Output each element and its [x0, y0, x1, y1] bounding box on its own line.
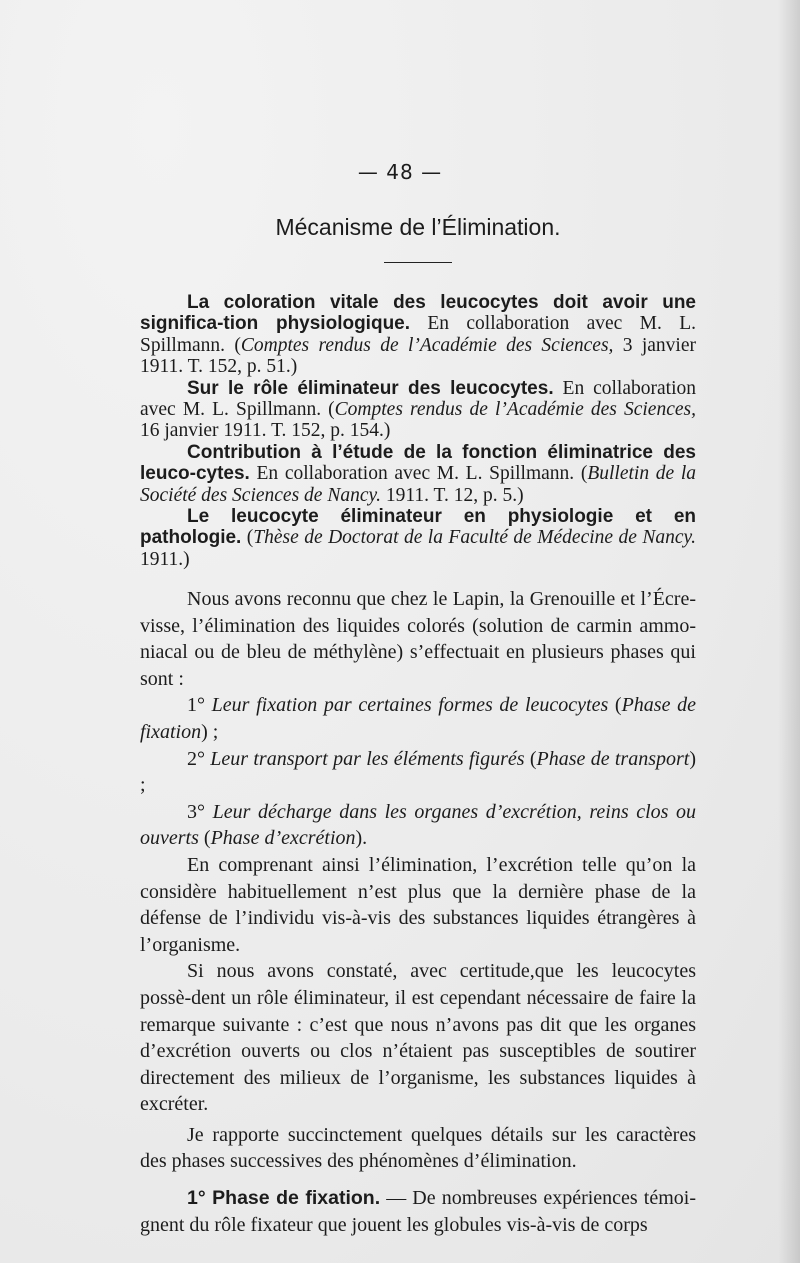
reference-source: Thèse de Doctorat de la Faculté de Médecine de Nancy.	[253, 527, 696, 549]
reference-list	[140, 292, 696, 570]
reference-title: La coloration vitale des leucocytes doit avoir une significa-tion physiologique.	[140, 292, 696, 335]
reference-item	[140, 442, 696, 506]
reference-source: Bulletin de la Société des Sciences de Nancy.	[140, 463, 697, 506]
phase-number: 2°	[187, 747, 211, 770]
reference-text: En collaboration avec M. L. Spillmann. (	[249, 463, 588, 485]
phase-description: Leur transport par les éléments figurés	[210, 747, 525, 770]
paragraph: Si nous avons constaté, avec certitude,que les leucocytes possè-dent un rôle éliminateur, il est cependant nécessaire de faire la remarque suivante : c’est que nous n’avons pas dit que les organes d’excrétion ouverts ou clos n’étaient pas susceptibles de soutirer directement des milieux de l’organisme, les substances liquides à excréter.	[140, 960, 696, 1116]
reference-text: En collaboration avec M. L. Spillmann. (	[140, 313, 696, 356]
phase-item	[140, 799, 696, 852]
phase-name: Phase de transport	[536, 747, 690, 770]
title-rule	[384, 262, 452, 263]
reference-source: Comptes rendus de l’Académie des Sciences,	[240, 334, 614, 356]
phase-punct: (	[524, 747, 537, 770]
section-title: Mécanisme de l’Élimination.	[275, 214, 561, 240]
paragraph-intro: Nous avons reconnu que chez le Lapin, la Grenouille et l’Écre-visse, l’élimination des liquides colorés (solution de carmin ammo-niacal ou de bleu de méthylène) s’effectuait en plusieurs phases qui sont :	[140, 588, 696, 690]
reference-item	[140, 506, 696, 570]
reference-date: 1911. T. 12, p. 5.)	[380, 484, 524, 506]
reference-item	[140, 378, 696, 442]
phase-punct: ).	[355, 827, 368, 850]
subsection-heading: 1° Phase de fixation.	[187, 1187, 381, 1210]
phase-item	[140, 692, 696, 745]
reference-text: En collaboration avec M. L. Spillmann. (	[140, 377, 696, 421]
paragraph: Je rapporte succinctement quelques détails sur les caractères des phases successives des phénomènes d’élimination.	[140, 1123, 696, 1173]
reference-text: (	[241, 527, 254, 549]
phase-name: Phase de fixation	[140, 694, 696, 743]
phase-number: 3°	[187, 800, 213, 823]
paragraph: En comprenant ainsi l’élimination, l’excrétion telle qu’on la considère habituellement n’est plus que la dernière phase de la défense de l’individu vis-à-vis des substances liquides étrangères à l’organisme.	[140, 853, 696, 956]
phase-description: Leur fixation par certaines formes de leucocytes	[211, 694, 609, 717]
reference-title: Le leucocyte éliminateur en physiologie et en pathologie.	[140, 506, 696, 549]
reference-title: Contribution à l’étude de la fonction éliminatrice des leuco-cytes.	[140, 441, 696, 485]
paragraph-phase-fixation	[140, 1185, 696, 1238]
reference-source: Comptes rendus de l’Académie des Sciences,	[334, 399, 696, 421]
reference-item	[140, 292, 696, 378]
page-edge-shadow	[778, 0, 800, 1263]
phase-punct: ) ;	[201, 720, 219, 743]
phase-number: 1°	[187, 694, 212, 717]
phase-name: Phase d’excrétion	[210, 827, 356, 850]
reference-date: 3 janvier 1911. T. 152, p. 51.)	[140, 334, 697, 378]
page-number: — 48 —	[357, 160, 443, 184]
phase-punct: (	[608, 694, 622, 717]
phase-punct: ) ;	[140, 747, 696, 797]
phase-punct: (	[198, 827, 211, 850]
paragraph-text: — De nombreuses expériences témoi-gnent du rôle fixateur que jouent les globules vis-à-vis de corps	[140, 1187, 697, 1236]
phase-item	[140, 746, 696, 799]
phase-description: Leur décharge dans les organes d’excrétion, reins clos ou ouverts	[140, 800, 696, 850]
reference-date: 1911.)	[140, 548, 190, 570]
reference-date: 16 janvier 1911. T. 152, p. 154.)	[140, 420, 391, 442]
body-text	[140, 586, 696, 1238]
reference-title: Sur le rôle éliminateur des leucocytes.	[187, 377, 554, 399]
